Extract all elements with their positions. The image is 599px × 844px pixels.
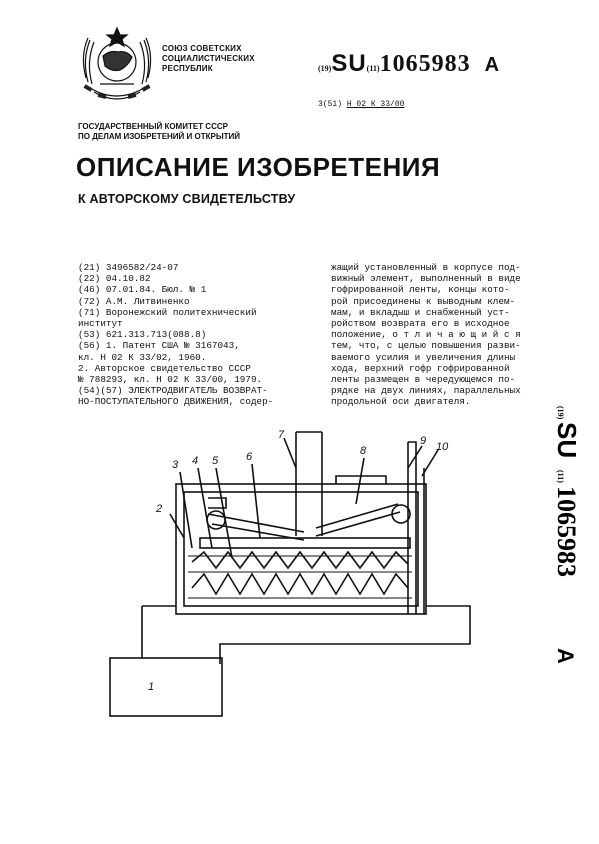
issuing-union <box>162 44 255 74</box>
label-1: 1 <box>148 681 155 693</box>
spring-arm-right <box>316 504 400 536</box>
doc-number-label: (11) <box>366 64 380 73</box>
bibliographic-data <box>78 262 323 408</box>
abstract-line: тем, что, с целью повышения разви- <box>331 340 521 352</box>
abstract-line: мам, и вкладыш и снабженный уст- <box>331 306 510 318</box>
label-4: 4 <box>192 455 199 467</box>
biblio-line: институт <box>78 318 123 330</box>
vertical-doc-number-label: (11) <box>556 470 565 483</box>
ipc-label: 3(51) <box>318 100 343 109</box>
document-subtitle: К АВТОРСКОМУ СВИДЕТЕЛЬСТВУ <box>78 192 296 206</box>
biblio-line: кл. Н 02 К 33/02, 1960. <box>78 351 207 363</box>
abstract-line: ленты размещен в чередующемся по- <box>331 374 516 386</box>
label-2: 2 <box>156 503 163 515</box>
label-6: 6 <box>246 451 253 463</box>
biblio-line: НО-ПОСТУПАТЕЛЬНОГО ДВИЖЕНИЯ, содер- <box>78 396 274 408</box>
biblio-line: (56) 1. Патент США № 3167043, <box>78 340 240 352</box>
org-line: СОЦИАЛИСТИЧЕСКИХ <box>162 54 255 63</box>
biblio-line: (22) 04.10.82 <box>78 273 151 285</box>
label-3: 3 <box>172 459 179 471</box>
label-9: 9 <box>420 435 427 447</box>
label-10: 10 <box>436 441 449 453</box>
power-unit <box>110 658 222 716</box>
state-committee <box>78 122 240 142</box>
housing-outer <box>176 484 426 614</box>
vertical-country-code: SU <box>552 422 582 459</box>
vertical-doc-number: 1065983 <box>552 486 581 577</box>
ipc-value: Н 02 К 33/00 <box>346 100 405 109</box>
abstract-line: вижный элемент, выполненный в виде <box>331 273 521 285</box>
ipc-classification <box>318 100 404 109</box>
abstract-line: рой присоединены к выводным клем- <box>331 295 516 307</box>
abstract-line: гофрированной ленты, концы кото- <box>331 284 510 296</box>
corrugated-tape-upper <box>192 552 408 568</box>
doc-kind: A <box>484 54 500 76</box>
abstract-line: продольной оси двигателя. <box>331 396 471 408</box>
committee-line: ПО ДЕЛАМ ИЗОБРЕТЕНИЙ И ОТКРЫТИЙ <box>78 132 241 141</box>
biblio-line: (53) 621.313.713(088.8) <box>78 329 207 341</box>
biblio-line: (46) 07.01.84. Бюл. № 1 <box>78 284 207 296</box>
committee-line: ГОСУДАРСТВЕННЫЙ КОМИТЕТ СССР <box>78 122 228 131</box>
corrugated-tape-lower <box>192 574 408 594</box>
pulley-left <box>207 511 225 529</box>
abstract-line: рядке на двух линиях, параллельных <box>331 385 521 397</box>
motor-diagram <box>100 428 540 718</box>
country-code: SU <box>331 50 367 77</box>
document-title: ОПИСАНИЕ ИЗОБРЕТЕНИЯ <box>76 152 441 182</box>
abstract-text <box>331 262 541 408</box>
biblio-line: (21) 3496582/24-07 <box>78 262 179 273</box>
label-5: 5 <box>212 455 219 467</box>
moving-plate <box>200 538 410 548</box>
vertical-doc-kind: A <box>553 648 578 664</box>
org-line: РЕСПУБЛИК <box>162 64 213 73</box>
abstract-line: хода, верхний гофр гофрированной <box>331 362 510 374</box>
publication-number <box>318 50 499 78</box>
abstract-line: ваемого усилия и увеличения длины <box>331 351 516 363</box>
abstract-line: положение, о т л и ч а ю щ и й с я <box>331 329 521 341</box>
abstract-line: ройством возврата его в исходное <box>331 318 510 330</box>
biblio-line: 2. Авторское свидетельство СССР <box>78 362 251 374</box>
ussr-emblem-icon <box>78 20 156 106</box>
country-code-label: (19) <box>318 64 332 73</box>
vertical-country-code-label: (19) <box>556 406 565 420</box>
org-line: СОЮЗ СОВЕТСКИХ <box>162 44 242 53</box>
biblio-line: № 788293, кл. Н 02 К 33/00, 1979. <box>78 374 263 386</box>
biblio-line: (72) А.М. Литвиненко <box>78 295 190 307</box>
abstract-line: жащий установленный в корпусе под- <box>331 262 521 273</box>
vertical-publication-number <box>548 404 586 674</box>
biblio-line: (71) Воронежский политехнический <box>78 306 257 318</box>
label-8: 8 <box>360 445 367 457</box>
label-7: 7 <box>278 429 285 441</box>
doc-number: 1065983 <box>379 51 471 77</box>
biblio-line: (54)(57) ЭЛЕКТРОДВИГАТЕЛЬ ВОЗВРАТ- <box>78 385 268 397</box>
